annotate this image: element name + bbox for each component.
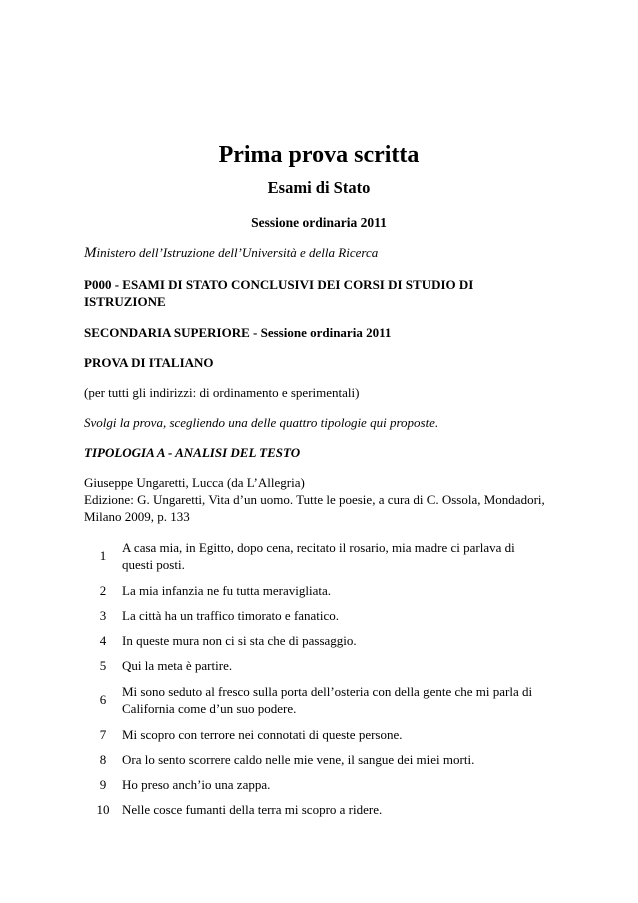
verse-number: 6 bbox=[99, 692, 107, 707]
verse-text bbox=[122, 678, 552, 722]
verse-number: 3 bbox=[99, 607, 107, 623]
verse-line: Mi sono seduto al fresco sulla porta dell’osteria con della gente che mi parla di bbox=[122, 684, 533, 699]
exam-code-line-1: P000 - ESAMI DI STATO CONCLUSIVI DEI CORSI DI STUDIO DI bbox=[84, 277, 474, 292]
poem-table bbox=[84, 534, 552, 822]
verse-number: 7 bbox=[99, 726, 107, 742]
verse-number: 10 bbox=[96, 801, 110, 817]
exam-code-line-2: ISTRUZIONE bbox=[84, 294, 166, 309]
source-line-3: Milano 2009, p. 133 bbox=[84, 509, 190, 524]
exam-subject: PROVA DI ITALIANO bbox=[84, 355, 214, 370]
verse-text bbox=[122, 534, 552, 578]
poem-row bbox=[84, 578, 552, 603]
session-heading: Sessione ordinaria 2011 bbox=[251, 215, 387, 230]
ministry-initial: M bbox=[84, 245, 97, 261]
poem-row bbox=[84, 628, 552, 653]
ministry-text: inistero dell’Istruzione dell’Università e della Ricerca bbox=[96, 245, 379, 260]
verse-text: In queste mura non ci si sta che di passaggio. bbox=[122, 633, 357, 648]
verse-number: 9 bbox=[99, 776, 107, 792]
verse-text: Ho preso anch’io una zappa. bbox=[122, 777, 271, 792]
exam-scope: (per tutti gli indirizzi: di ordinamento e sperimentali) bbox=[84, 385, 360, 400]
verse-number: 5 bbox=[99, 657, 107, 673]
poem-row bbox=[84, 747, 552, 772]
verse-text: Ora lo sento scorrere caldo nelle mie vene, il sangue dei miei morti. bbox=[122, 752, 475, 767]
poem-row bbox=[84, 722, 552, 747]
poem-row bbox=[84, 678, 552, 722]
typology-heading: TIPOLOGIA A - ANALISI DEL TESTO bbox=[84, 445, 301, 460]
poem-row bbox=[84, 603, 552, 628]
exam-subtitle: Esami di Stato bbox=[267, 178, 371, 197]
verse-number: 8 bbox=[99, 751, 107, 767]
instruction-text: Svolgi la prova, scegliendo una delle quattro tipologie qui proposte. bbox=[84, 415, 439, 430]
poem-row bbox=[84, 653, 552, 678]
verse-line: California come d’un suo podere. bbox=[122, 701, 297, 716]
verse-number: 4 bbox=[99, 632, 107, 648]
verse-text: Nelle cosce fumanti della terra mi scopro a ridere. bbox=[122, 802, 383, 817]
verse-text: La mia infanzia ne fu tutta meravigliata. bbox=[122, 583, 331, 598]
verse-number: 2 bbox=[99, 582, 107, 598]
verse-number: 1 bbox=[99, 548, 107, 563]
verse-text: Qui la meta è partire. bbox=[122, 658, 233, 673]
poem-row bbox=[84, 797, 552, 822]
source-line-1: Giuseppe Ungaretti, Lucca (da L’Allegria) bbox=[84, 475, 305, 490]
ministry-line bbox=[84, 245, 378, 261]
secondary-heading: SECONDARIA SUPERIORE - Sessione ordinaria 2011 bbox=[84, 325, 392, 340]
verse-text: Mi scopro con terrore nei connotati di queste persone. bbox=[122, 727, 403, 742]
verse-text: La città ha un traffico timorato e fanatico. bbox=[122, 608, 340, 623]
source-line-2: Edizione: G. Ungaretti, Vita d’un uomo. Tutte le poesie, a cura di C. Ossola, Mondadori, bbox=[84, 492, 545, 507]
verse-line: questi posti. bbox=[122, 557, 185, 572]
page-title: Prima prova scritta bbox=[218, 142, 420, 168]
poem-row bbox=[84, 534, 552, 578]
verse-line: A casa mia, in Egitto, dopo cena, recitato il rosario, mia madre ci parlava di bbox=[122, 540, 515, 555]
poem-row bbox=[84, 772, 552, 797]
